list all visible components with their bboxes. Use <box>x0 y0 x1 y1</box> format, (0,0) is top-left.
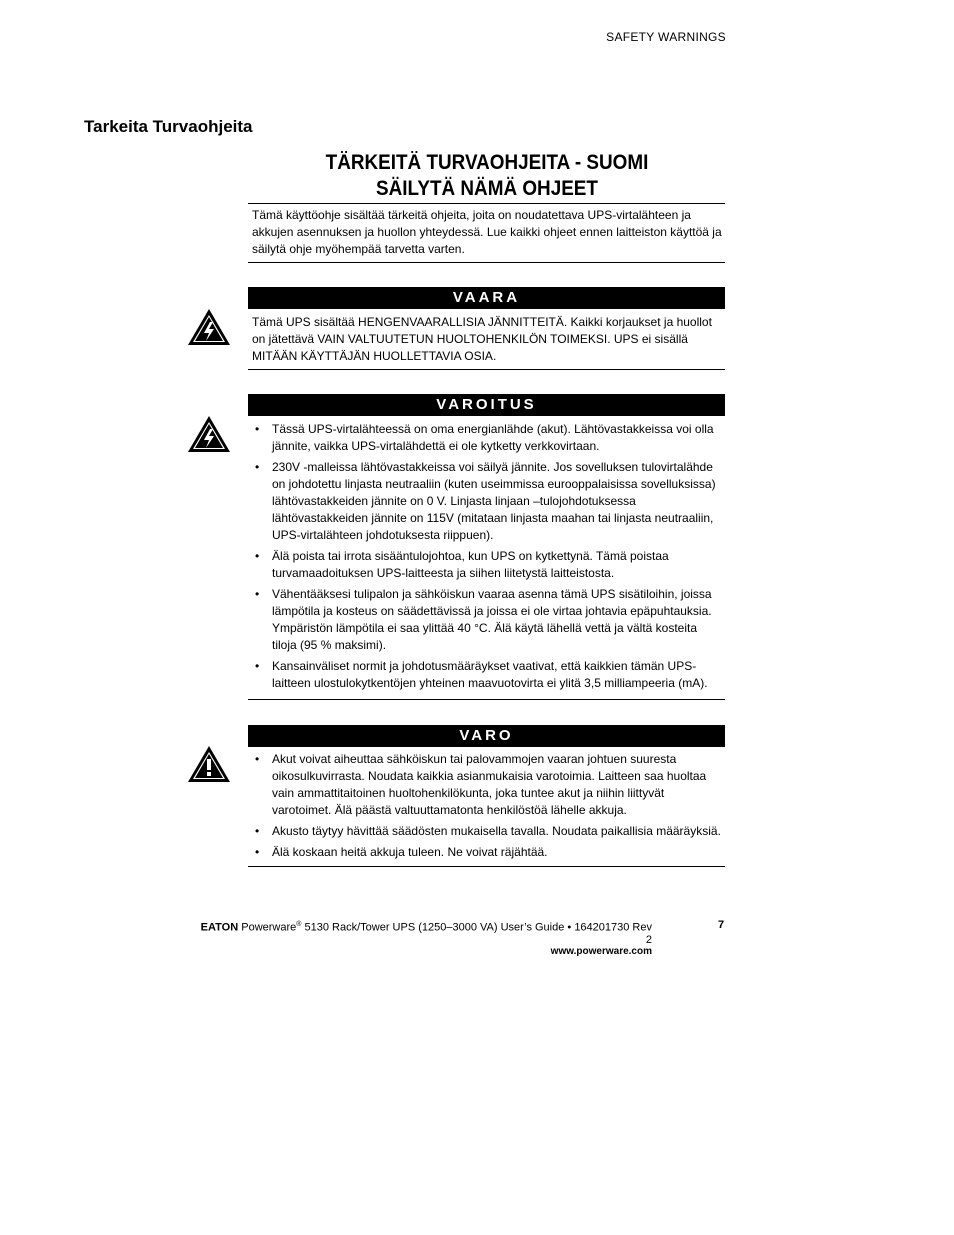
divider <box>248 699 725 700</box>
product-name: Powerware <box>241 921 297 934</box>
danger-banner: VAARA <box>248 287 725 309</box>
page-title <box>272 150 702 202</box>
electrical-hazard-icon <box>186 307 232 347</box>
title-line-2: SÄILYTÄ NÄMÄ OHJEET <box>376 177 598 200</box>
website-link: www.powerware.com <box>550 945 652 957</box>
warning-list <box>252 421 724 696</box>
title-line-1: TÄRKEITÄ TURVAOHJEITA - SUOMI <box>325 151 649 174</box>
list-item: • Älä koskaan heitä akkuja tuleen. Ne voivat räjähtää. <box>252 844 724 861</box>
intro-paragraph: Tämä käyttöohje sisältää tärkeitä ohjeita, joita on noudatettava UPS-virtalähteen ja akkujen asennuksen ja huollon yhteydessä. Lue kaikki ohjeet ennen laitteiston käyttöä ja säilytä ohje myöhempää tarvetta varten. <box>252 208 722 256</box>
list-item: • Vähentääksesi tulipalon ja sähköiskun vaaraa asenna tämä UPS sisätiloihin, joissa lämpötila ja kosteus on säädettävissä ja joissa ei ole virtaa johtavia epäpuhtauksia. Ympäristön lämpötila ei saa ylittää 40 °C. Älä käytä lähellä vettä ja vältä kosteita tiloja (95 % maksimi). <box>252 586 724 654</box>
list-item: • Älä poista tai irrota sisääntulojohtoa, kun UPS on kytkettynä. Tämä poistaa turvamaadoituksen UPS-laitteesta ja siihen liitetystä laitteistosta. <box>252 548 724 582</box>
brand-name: EATON <box>200 921 239 934</box>
divider <box>248 203 725 204</box>
caution-list <box>252 751 724 865</box>
page-number: 7 <box>718 919 725 931</box>
caution-banner: VARO <box>248 725 725 747</box>
divider <box>248 369 725 370</box>
footer-citation <box>200 919 652 946</box>
list-item: • Akut voivat aiheuttaa sähköiskun tai palovammojen vaaran johtuen suuresta oikosulkuvirrasta. Noudata kaikkia asianmukaisia varotoimia. Laitteen saa huoltaa vain ammattitaitoinen huoltohenkilökunta, joka tuntee akut ja niihin liittyvät varotoimet. Älä päästä valtuuttamatonta henkilöstöä lähelle akkuja. <box>252 751 724 819</box>
electrical-hazard-icon <box>186 414 232 454</box>
list-item: • Tässä UPS-virtalähteessä on oma energianlähde (akut). Lähtövastakkeissa voi olla jännite, vaikka UPS-virtalähdettä ei ole kytketty verkkovirtaan. <box>252 421 724 455</box>
warning-banner: VAROITUS <box>248 394 725 416</box>
list-item: • Kansainväliset normit ja johdotusmääräykset vaativat, että kaikkien tämän UPS-laitteen ulostulokytkentöjen yhteinen maavuotovirta ei ylitä 3,5 milliampeeria (mA). <box>252 658 724 692</box>
caution-exclamation-icon <box>186 744 232 784</box>
running-head: SAFETY WARNINGS <box>606 30 726 44</box>
divider <box>248 262 725 263</box>
registered-mark: ® <box>296 921 302 928</box>
guide-title: 5130 Rack/Tower UPS (1250–3000 VA) User’s Guide • 164201730 Rev 2 <box>301 921 652 946</box>
danger-text: Tämä UPS sisältää HENGENVAARALLISIA JÄNNITTEITÄ. Kaikki korjaukset ja huollot on jätettävä VAIN VALTUUTETUN HUOLTOHENKILÖN TOIMEKSI. UPS ei sisällä MITÄÄN KÄYTTÄJÄN HUOLLETTAVIA OSIA. <box>252 315 712 363</box>
section-heading: Tarkeita Turvaohjeita <box>84 117 253 136</box>
list-item: • Akusto täytyy hävittää säädösten mukaisella tavalla. Noudata paikallisia määräyksiä. <box>252 823 724 840</box>
list-item: • 230V -malleissa lähtövastakkeissa voi säilyä jännite. Jos sovelluksen tulovirtalähde on johdotettu linjasta neutraaliin (kuten useimmissa eurooppalaisissa sovelluksissa) lähtövastakkeiden jännite on 0 V. Linjasta linjaan –tulojohdotuksessa lähtövastakkeiden jännite on 115V (mitataan linjasta maahan tai linjasta neutraaliin, UPS-virtalähteen johdotuksesta riippuen). <box>252 459 724 544</box>
divider <box>248 866 725 867</box>
page-footer <box>200 919 652 958</box>
